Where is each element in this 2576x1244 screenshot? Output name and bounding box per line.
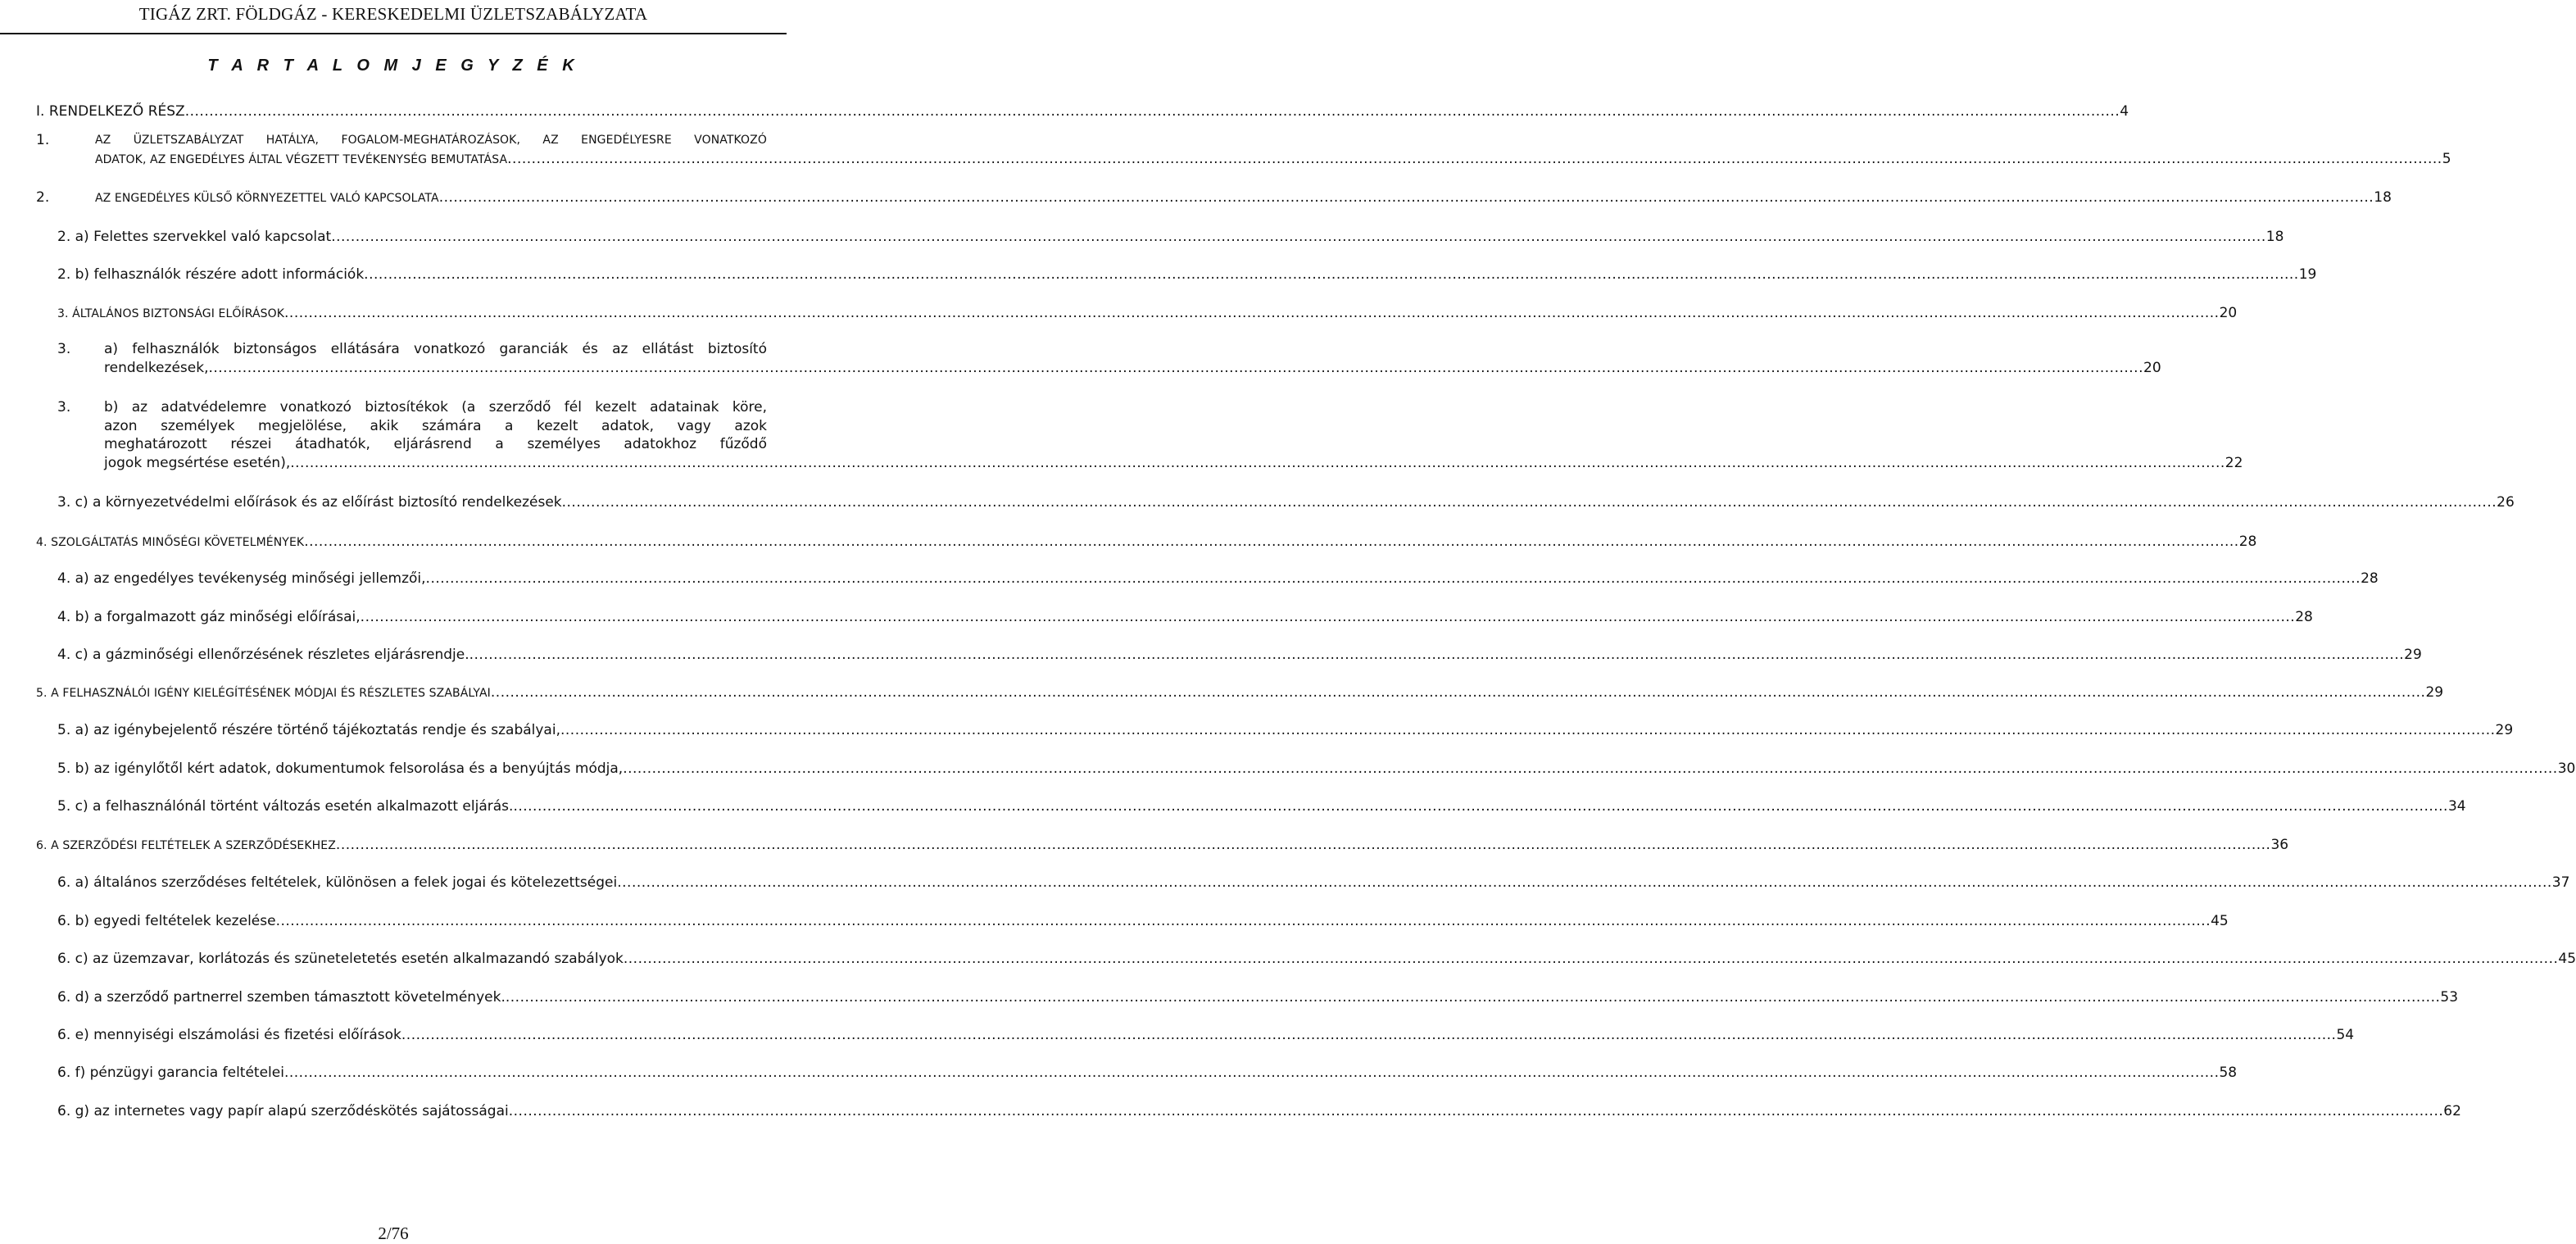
toc-entry-title: 5. a) az igénybejelentő részére történő tájékoztatás rendje és szabályai, (57, 722, 560, 738)
toc-entry[interactable] (0, 398, 2243, 472)
toc-entry-title: 6. e) mennyiségi elszámolási és fizetési előírások (57, 1027, 401, 1043)
toc-leader-dots: ................................................................................................................................................................................................................................................................................................................................................................................................................ (364, 266, 2299, 283)
toc-page-number: 29 (2495, 722, 2514, 738)
toc-entry-title: 4. b) a forgalmazott gáz minőségi előírásai, (57, 609, 361, 625)
toc-entry-title: I. RENDELKEZŐ RÉSZ (36, 103, 185, 120)
toc-leader-dots: ................................................................................................................................................................................................................................................................................................................................................................................................................ (335, 837, 2271, 853)
toc-leader-dots: ................................................................................................................................................................................................................................................................................................................................................................................................................ (560, 722, 2496, 738)
toc-leader-dots: ................................................................................................................................................................................................................................................................................................................................................................................................................ (617, 874, 2552, 891)
toc-leader-dots: ................................................................................................................................................................................................................................................................................................................................................................................................................ (561, 494, 2497, 511)
toc-page-number: 30 (2557, 760, 2576, 777)
toc-entry-title: AZ ENGEDÉLYES KÜLSŐ KÖRNYEZETTEL VALÓ KAPCSOLATA (95, 192, 439, 205)
toc-entry[interactable] (0, 874, 2570, 892)
toc-page-number: 4 (2120, 103, 2129, 120)
toc-entry-title: jogok megsértése esetén), (104, 454, 291, 471)
toc-entry[interactable] (0, 266, 2317, 284)
toc-leader-dots: ................................................................................................................................................................................................................................................................................................................................................................................................................ (438, 189, 2374, 206)
toc-leader-dots: ................................................................................................................................................................................................................................................................................................................................................................................................................ (469, 647, 2405, 663)
toc-entry[interactable] (0, 1102, 2461, 1121)
toc-page-number: 58 (2219, 1065, 2238, 1081)
toc-entry-line: AZ ÜZLETSZABÁLYZAT HATÁLYA, FOGALOM-MEGHATÁROZÁSOK, AZ ENGEDÉLYESRE VONATKOZÓ (95, 134, 767, 147)
toc-entry[interactable] (0, 1064, 2238, 1083)
toc-entry-title: 6. g) az internetes vagy papír alapú szerződéskötés sajátosságai (57, 1103, 509, 1119)
toc-entry-title: 5. A FELHASZNÁLÓI IGÉNY KIELÉGÍTÉSÉNEK MÓDJAI ÉS RÉSZLETES SZABÁLYAI (36, 687, 491, 700)
toc-leader-dots: ................................................................................................................................................................................................................................................................................................................................................................................................................ (508, 1103, 2444, 1119)
toc-leader-dots: ................................................................................................................................................................................................................................................................................................................................................................................................................ (275, 913, 2211, 929)
toc-entry[interactable] (0, 493, 2515, 512)
toc-entry[interactable] (0, 188, 2392, 208)
toc-entry-title: 4. a) az engedélyes tevékenység minőségi jellemzői, (57, 570, 426, 587)
toc-page-number: 37 (2551, 874, 2570, 891)
toc-leader-dots: ................................................................................................................................................................................................................................................................................................................................................................................................................ (623, 760, 2558, 777)
toc-page-number: 29 (2425, 684, 2444, 701)
toc-entry-title: 6. f) pénzügyi garancia feltételei (57, 1065, 284, 1081)
toc-entry[interactable] (0, 228, 2284, 247)
toc-entry[interactable] (0, 340, 2161, 377)
toc-entry-title: 4. SZOLGÁLTATÁS MINŐSÉGI KÖVETELMÉNYEK (36, 536, 305, 549)
toc-entry-title: 6. a) általános szerződéses feltételek, különösen a felek jogai és kötelezettségei (57, 874, 618, 891)
toc-entry-title: 5. c) a felhasználónál történt változás esetén alkalmazott eljárás. (57, 798, 514, 815)
toc-page-number: 45 (2558, 951, 2576, 967)
toc-entry-title: 2. a) Felettes szervekkel való kapcsolat (57, 229, 332, 245)
toc-page-number: 62 (2443, 1103, 2461, 1119)
toc-leader-dots: ................................................................................................................................................................................................................................................................................................................................................................................................................ (208, 359, 2143, 376)
toc-entry-title: 2. b) felhasználók részére adott információk (57, 266, 365, 283)
toc-leader-dots: ................................................................................................................................................................................................................................................................................................................................................................................................................ (401, 1027, 2337, 1043)
toc-entry-title: 6. b) egyedi feltételek kezelése (57, 913, 276, 929)
toc-entry[interactable] (0, 760, 2576, 779)
toc-leader-dots: ................................................................................................................................................................................................................................................................................................................................................................................................................ (505, 989, 2441, 1006)
toc-entry-title: 3. c) a környezetvédelmi előírások és az előírást biztosító rendelkezések (57, 494, 562, 511)
toc-entry[interactable] (0, 131, 2451, 169)
toc-entry-title: 6. c) az üzemzavar, korlátozás és szüneteletetés esetén alkalmazandó szabályok (57, 951, 624, 967)
header-title: TIGÁZ ZRT. FÖLDGÁZ - KERESKEDELMI ÜZLETSZABÁLYZATA (138, 4, 648, 24)
toc-entry-number: 1. (36, 132, 50, 148)
toc-leader-dots: ................................................................................................................................................................................................................................................................................................................................................................................................................ (623, 951, 2559, 967)
toc-entry-number: 3. (57, 341, 71, 357)
toc-entry-title: rendelkezések, (104, 359, 209, 376)
toc-leader-dots: ................................................................................................................................................................................................................................................................................................................................................................................................................ (284, 305, 2220, 321)
toc-leader-dots: ................................................................................................................................................................................................................................................................................................................................................................................................................ (513, 798, 2448, 815)
toc-leader-dots: ................................................................................................................................................................................................................................................................................................................................................................................................................ (360, 609, 2296, 625)
toc-leader-dots: ................................................................................................................................................................................................................................................................................................................................................................................................................ (184, 103, 2120, 120)
toc-entry[interactable] (0, 797, 2466, 816)
toc-page-number: 36 (2270, 837, 2289, 853)
toc-page-number: 29 (2404, 647, 2422, 663)
toc-entry-title: ADATOK, AZ ENGEDÉLYES ÁLTAL VÉGZETT TEVÉKENYSÉG BEMUTATÁSA (95, 152, 508, 166)
toc-page-number: 34 (2447, 798, 2466, 815)
toc-entry-title: 4. c) a gázminőségi ellenőrzésének részletes eljárásrendje. (57, 647, 469, 663)
document-header (0, 0, 787, 33)
toc-leader-dots: ................................................................................................................................................................................................................................................................................................................................................................................................................ (304, 533, 2239, 550)
toc-leader-dots: ................................................................................................................................................................................................................................................................................................................................................................................................................ (425, 570, 2361, 587)
toc-entry-line: meghatározott részei átadhatók, eljárásrend a személyes adatokhoz fűződő (104, 436, 767, 452)
toc-entry[interactable] (0, 988, 2459, 1007)
toc-page-number: 19 (2298, 266, 2317, 283)
toc-entry-line: azon személyek megjelölése, akik számára a kezelt adatok, vagy azok (104, 417, 767, 434)
toc-page-number: 28 (2238, 533, 2257, 550)
toc-page-number: 5 (2442, 150, 2451, 167)
toc-entry[interactable] (0, 304, 2238, 324)
toc-leader-dots: ................................................................................................................................................................................................................................................................................................................................................................................................................ (331, 229, 2266, 245)
toc-leader-dots: ................................................................................................................................................................................................................................................................................................................................................................................................................ (507, 150, 2442, 167)
toc-page-number: 54 (2336, 1027, 2355, 1043)
toc-entry[interactable] (0, 533, 2257, 552)
toc-leader-dots: ................................................................................................................................................................................................................................................................................................................................................................................................................ (290, 454, 2225, 471)
toc-leader-dots: ................................................................................................................................................................................................................................................................................................................................................................................................................ (490, 684, 2426, 701)
toc-page-number: 18 (2265, 229, 2284, 245)
toc-entry-title: 5. b) az igénylőtől kért adatok, dokumentumok felsorolása és a benyújtás módja, (57, 760, 624, 777)
toc-entry-line: b) az adatvédelemre vonatkozó biztosítékok (a szerződő fél kezelt adatainak köre, (104, 399, 767, 415)
toc-page-number: 53 (2440, 989, 2459, 1006)
toc-entry[interactable] (0, 570, 2379, 588)
toc-title: T A R T A L O M J E G Y Z É K (207, 57, 579, 75)
toc-page-number: 28 (2361, 570, 2379, 587)
toc-entry[interactable] (0, 683, 2444, 703)
toc-entry-title: 3. ÁLTALÁNOS BIZTONSÁGI ELŐÍRÁSOK (57, 307, 285, 320)
toc-page-number: 45 (2211, 913, 2229, 929)
toc-entry-title: 6. A SZERZŐDÉSI FELTÉTELEK A SZERZŐDÉSEKHEZ (36, 839, 336, 852)
toc-page-number: 28 (2295, 609, 2313, 625)
toc-page-number: 18 (2374, 189, 2392, 206)
toc-entry[interactable] (0, 836, 2289, 856)
toc-entry[interactable] (0, 646, 2422, 665)
toc-entry-number: 3. (57, 399, 71, 415)
toc-entry[interactable] (0, 721, 2514, 740)
toc-page-number: 20 (2143, 359, 2161, 376)
toc-entry[interactable] (0, 608, 2313, 627)
toc-entry[interactable] (0, 950, 2576, 969)
toc-leader-dots: ................................................................................................................................................................................................................................................................................................................................................................................................................ (283, 1065, 2220, 1081)
toc-entry-title: 6. d) a szerződő partnerrel szemben támasztott követelmények. (57, 989, 506, 1006)
toc-entry[interactable] (0, 102, 2129, 121)
toc-entry[interactable] (0, 1026, 2355, 1045)
toc-page-number: 20 (2219, 305, 2238, 321)
page-number: 2/76 (378, 1224, 409, 1243)
toc-entry[interactable] (0, 912, 2229, 931)
toc-entry-line: a) felhasználók biztonságos ellátására vonatkozó garanciák és az ellátást biztosító (104, 341, 767, 357)
toc-page-number: 26 (2497, 494, 2515, 511)
toc-entry-number: 2. (36, 189, 50, 206)
header-rule (0, 33, 787, 34)
toc-page-number: 22 (2225, 454, 2243, 471)
